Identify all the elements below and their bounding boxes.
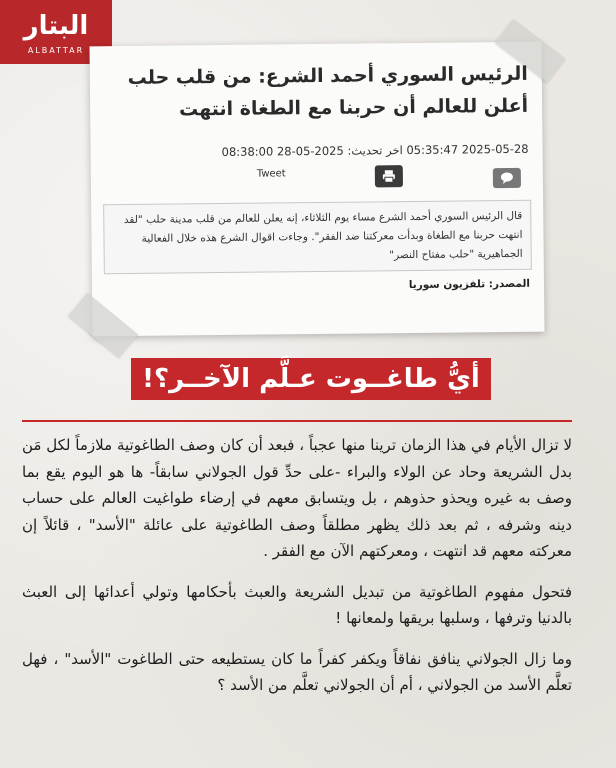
article-title: الرئيس السوري أحمد الشرع: من قلب حلب أعلن للعالم أن حربنا مع الطغاة انتهت bbox=[127, 62, 529, 121]
heading-divider bbox=[22, 420, 572, 422]
article-excerpt-box bbox=[103, 200, 532, 274]
news-screenshot-card bbox=[89, 42, 544, 337]
commentary-paragraph-3: وما زال الجولاني ينافق نفاقاً ويكفر كفراً ما كان يستطيعه حتى الطاغوت "الأسد" ، فهل تعلَّم الأسد من الجولاني ، أم أن الجولاني تعلَّم من الأسد ؟ bbox=[22, 649, 572, 694]
logo-arabic: البتار bbox=[23, 11, 89, 41]
section-heading-banner: أيُّ طاغــوت عـلَّم الآخــر؟! bbox=[131, 358, 491, 400]
tweet-link[interactable]: Tweet bbox=[256, 168, 286, 180]
print-button[interactable] bbox=[375, 165, 403, 187]
printer-icon bbox=[382, 169, 396, 183]
article-excerpt: قال الرئيس السوري أحمد الشرع مساء يوم الثلاثاء، إنه يعلن للعالم من قلب مدينة حلب "لقد انتهت حربنا مع الطغاة وبدأت معركتنا ضد الفقر". وجاءت اقوال الشرع هذه خلال الفعالية الجماهيرية "حلب مفتاح النصر" bbox=[123, 209, 523, 262]
commentary-paragraph-1: لا تزال الأيام في هذا الزمان ترينا منها عجباً ، فبعد أن كان وصف الطاغوتية ملازماً لكل مَن بدل الشريعة وحاد عن الولاء والبراء -على حدِّ قول الجولاني سابقاً- ها هو اليوم يقع بما وصف به غيره ويحذو حذوهم ، بل ويتسابق معهم في إرضاء طواغيت العالم على حساب دينه وشرفه ، ثم بعد ذلك يظهر مطلقاً وصف الطاغوتية على عائلة "الأسد" ، قائلاً إن معركته معهم قد انتهت ، ومعركتهم الآن مع الفقر . bbox=[22, 436, 572, 560]
comment-button[interactable] bbox=[493, 168, 521, 188]
commentary-paragraph-2: فتحول مفهوم الطاغوتية من تبديل الشريعة والعبث بأحكامها وتولي أعدائها إلى العبث بالدنيا وترفها ، وسلبها بريقها ولمعانها ! bbox=[22, 582, 572, 627]
article-source: المصدر: تلفزيون سوريا bbox=[408, 277, 531, 292]
article-timestamps: 2025-05-28 05:35:47 اخر تحديث: 2025-05-28 08:38:00 bbox=[221, 141, 529, 159]
commentary-body bbox=[22, 432, 572, 713]
logo-latin: ALBATTAR bbox=[27, 46, 85, 55]
comment-icon bbox=[500, 171, 514, 185]
